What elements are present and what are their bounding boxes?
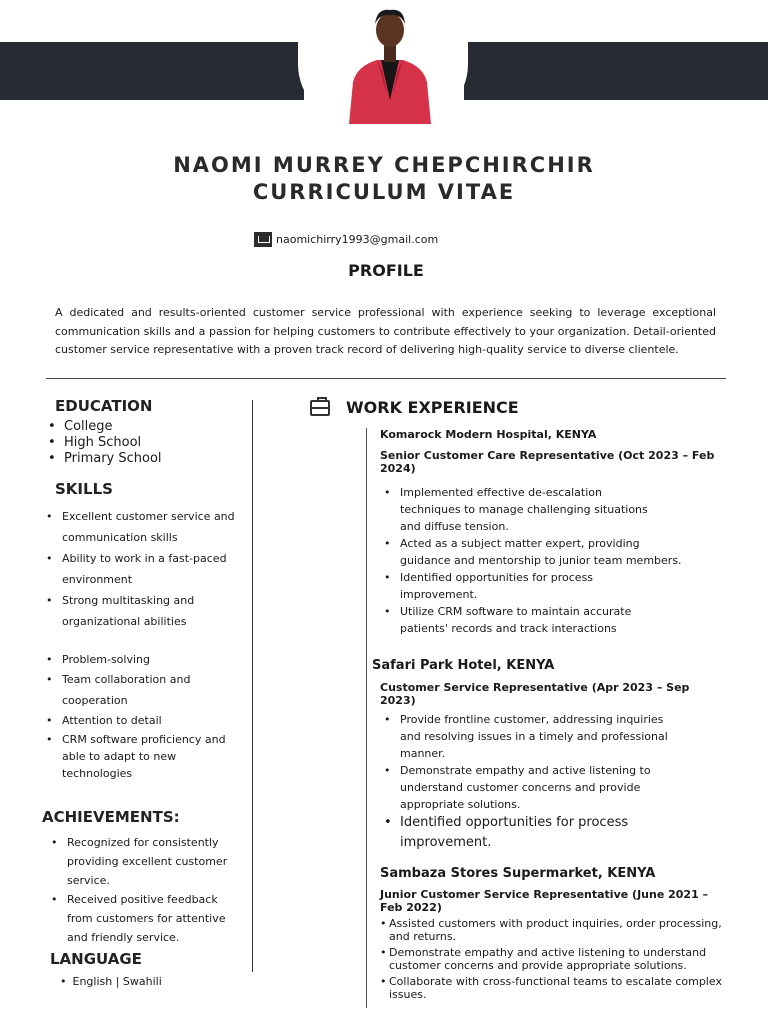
education-heading: EDUCATION xyxy=(55,397,153,415)
job-bullet: • Assisted customers with product inquiries, order processing, and returns. xyxy=(380,917,725,943)
candidate-name: NAOMI MURREY CHEPCHIRCHIR xyxy=(173,153,595,177)
job-bullet: • Acted as a subject matter expert, providing guidance and mentorship to junior team members. xyxy=(380,535,690,569)
skills-list-secondary xyxy=(46,651,238,782)
job-bullet: • Identified opportunities for process improvement. xyxy=(380,813,640,853)
profile-summary: A dedicated and results-oriented customer service professional with experience seeking to leverage exceptional communication skills and a passion for helping customers to contribute effectively to your organization. Detail-oriented customer service representative with a proven track record of delivering high-quality service to diverse clientele. xyxy=(55,306,716,357)
skills-heading: SKILLS xyxy=(55,480,113,498)
skill-item: • Team collaboration and cooperation xyxy=(46,669,238,711)
education-list xyxy=(48,419,248,467)
profile-photo xyxy=(341,0,439,124)
job-company: Safari Park Hotel, KENYA xyxy=(372,658,555,673)
skill-item: • Problem-solving xyxy=(46,651,238,669)
job-bullets xyxy=(380,711,680,853)
job-bullets xyxy=(380,917,725,1004)
skill-item: • Strong multitasking and organizational abilities xyxy=(46,590,238,632)
briefcase-icon xyxy=(310,400,330,416)
job-bullets xyxy=(380,484,690,637)
skill-item: • Excellent customer service and communication skills xyxy=(46,506,238,548)
education-item: • High School xyxy=(48,435,248,451)
job-role: Senior Customer Care Representative (Oct 2023 – Feb 2024) xyxy=(380,449,715,475)
language-heading: LANGUAGE xyxy=(50,950,142,968)
achievement-item: • Received positive feedback from customers for attentive and friendly service. xyxy=(51,890,241,947)
job-bullet: • Demonstrate empathy and active listening to understand customer concerns and provide appropriate solutions. xyxy=(380,762,665,813)
envelope-icon xyxy=(254,232,272,247)
cv-subtitle: CURRICULUM VITAE xyxy=(252,180,516,204)
achievements-list xyxy=(51,833,241,947)
job-role: Customer Service Representative (Apr 2023 – Sep 2023) xyxy=(380,681,690,707)
job-bullet: • Identified opportunities for process improvement. xyxy=(380,569,620,603)
education-item: • Primary School xyxy=(48,451,248,467)
job-company: Sambaza Stores Supermarket, KENYA xyxy=(380,866,656,881)
skills-list-primary xyxy=(46,506,238,632)
header-band-right xyxy=(464,42,768,100)
education-item: • College xyxy=(48,419,248,435)
job-bullet: • Demonstrate empathy and active listening to understand customer concerns and provide appropriate solutions. xyxy=(380,946,725,972)
language-text: English | Swahili xyxy=(72,975,162,988)
experience-divider xyxy=(366,428,367,1008)
job-role: Junior Customer Service Representative (June 2021 – Feb 2022) xyxy=(380,888,709,914)
work-experience-title: WORK EXPERIENCE xyxy=(346,398,519,417)
achievements-heading: ACHIEVEMENTS: xyxy=(42,808,180,826)
skill-item: • Ability to work in a fast-paced environment xyxy=(46,548,238,590)
contact-email[interactable] xyxy=(254,232,438,247)
job-bullet: • Provide frontline customer, addressing inquiries and resolving issues in a timely and professional manner. xyxy=(380,711,670,762)
skill-item: • Attention to detail xyxy=(46,711,238,731)
job-bullet: • Collaborate with cross-functional teams to escalate complex issues. xyxy=(380,975,725,1001)
profile-heading: PROFILE xyxy=(348,261,424,280)
job-bullet: • Utilize CRM software to maintain accurate patients' records and track interactions xyxy=(380,603,660,637)
document-title xyxy=(0,152,768,206)
language-list: • English | Swahili xyxy=(60,975,162,988)
work-experience-heading xyxy=(310,398,519,417)
skill-item: • CRM software proficiency and able to adapt to new technologies xyxy=(46,731,238,782)
header-band-left xyxy=(0,42,304,100)
job-company: Komarock Modern Hospital, KENYA xyxy=(380,428,597,441)
email-text[interactable]: naomichirry1993@gmail.com xyxy=(276,233,439,246)
job-bullet: • Implemented effective de-escalation techniques to manage challenging situations and diffuse tension. xyxy=(380,484,650,535)
achievement-item: • Recognized for consistently providing excellent customer service. xyxy=(51,833,241,890)
section-divider xyxy=(46,378,726,379)
column-divider xyxy=(252,400,253,972)
